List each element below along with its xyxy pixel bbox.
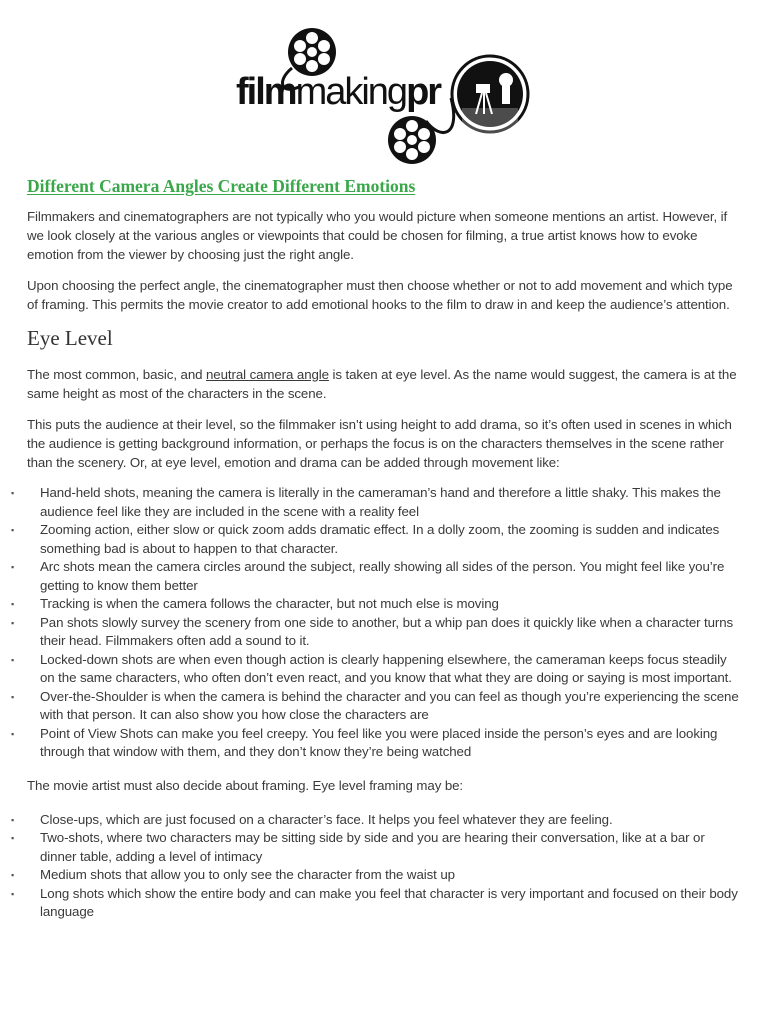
bullet-icon: ▪ xyxy=(11,870,15,880)
filmmakingpro-logo xyxy=(236,26,536,168)
film-reel-logo-graphic xyxy=(236,26,536,168)
list-item xyxy=(11,688,739,725)
bullet-icon: ▪ xyxy=(11,525,15,535)
list-item-text: Hand-held shots, meaning the camera is literally in the cameraman’s hand and therefore a little shaky. This makes the audience feel like they are included in the scene with a reality feel xyxy=(40,485,721,519)
movement-list xyxy=(11,484,739,762)
list-item-text: Zooming action, either slow or quick zoom adds dramatic effect. In a dolly zoom, the zooming is sudden and indicates something bad is about to happen to that character. xyxy=(40,522,720,556)
list-item xyxy=(11,614,739,651)
list-item xyxy=(11,521,739,558)
intro-paragraph-1: Filmmakers and cinematographers are not typically who you would picture when someone mentions an artist. However, if we look closely at the various angles or viewpoints that could be chosen for filming, a true artist knows how to evoke emotion from the viewer by choosing just the right angle. xyxy=(27,209,728,262)
list-item-text: Two-shots, where two characters may be sitting side by side and you are hearing their conversation, like at a bar or dinner table, adding a level of intimacy xyxy=(40,830,705,864)
section-heading-eye-level: Eye Level xyxy=(27,326,113,350)
list-item xyxy=(11,651,739,688)
bullet-icon: ▪ xyxy=(11,728,15,739)
intro-paragraph-2: Upon choosing the perfect angle, the cinematographer must then choose whether or not to add movement and which type of framing. This permits the movie creator to add emotional hooks to the film to draw in and keep the audience’s attention. xyxy=(27,278,733,312)
bullet-icon: ▪ xyxy=(11,654,15,665)
eye-level-p1-text-before: The most common, basic, and xyxy=(27,367,207,382)
list-item xyxy=(11,811,739,830)
bullet-icon: ▪ xyxy=(11,888,15,899)
film-reel-top-icon xyxy=(288,28,336,76)
list-item-text: Arc shots mean the camera circles around the subject, really showing all sides of the person. You might feel like you’re getting to know them better xyxy=(40,559,725,593)
eye-level-paragraph-2: This puts the audience at their level, so the filmmaker isn’t using height to add drama, so it’s often used in scenes in which the audience is getting background information, or perhaps the focus is on the characters themselves in the scene rather than the scenery. Or, at eye level, emotion and drama can be added through movement like: xyxy=(27,417,732,470)
article-body xyxy=(11,176,739,936)
bullet-icon: ▪ xyxy=(11,833,15,843)
framing-intro: The movie artist must also decide about framing. Eye level framing may be: xyxy=(27,777,464,793)
bullet-icon: ▪ xyxy=(11,562,15,572)
list-item-text: Long shots which show the entire body and can make you feel that character is very important and focused on their body language xyxy=(40,885,738,919)
list-item-text: Pan shots slowly survey the scenery from one side to another, but a whip pan does it quickly like when a character turns their head. Filmmakers often add a sound to it. xyxy=(40,614,734,648)
film-reel-bottom-icon xyxy=(388,116,436,164)
list-item-text: Locked-down shots are when even though action is clearly happening elsewhere, the cameraman keeps focus steadily on the same characters, who often don’t even react, and you know that what they are doing or saying is most important. xyxy=(40,651,732,685)
list-item-text: Medium shots that allow you to only see the character from the waist up xyxy=(40,867,455,882)
list-item-text: Close-ups, which are just focused on a character’s face. It helps you feel whatever they are feeling. xyxy=(40,811,613,827)
list-item xyxy=(11,484,739,521)
logo-wordmark: filmmakingpr xyxy=(236,71,441,113)
article-title[interactable]: Different Camera Angles Create Different Emotions xyxy=(27,176,416,196)
list-item-text: Point of View Shots can make you feel creepy. You feel like you were placed inside the person’s eyes and are looking through that window with them, and they don’t know they’re being watched xyxy=(40,725,718,759)
eye-level-p1-text-after: is taken at eye level. As the name would suggest, the camera is at the same height as most of the characters in the scene. xyxy=(27,367,737,401)
bullet-icon: ▪ xyxy=(11,691,15,702)
list-item-text: Over-the-Shoulder is when the camera is behind the character and you can feel as though you’re experiencing the scene with that person. It can also show you how close the characters are xyxy=(40,688,739,722)
framing-list xyxy=(11,811,739,922)
bullet-icon: ▪ xyxy=(11,814,15,825)
bullet-icon: ▪ xyxy=(11,488,15,498)
bullet-icon: ▪ xyxy=(11,617,15,628)
eye-level-paragraph-1 xyxy=(27,365,739,403)
list-item xyxy=(11,558,739,595)
list-item xyxy=(11,829,739,866)
neutral-camera-angle-link[interactable]: neutral camera angle xyxy=(206,367,329,382)
list-item xyxy=(11,725,739,762)
camera-scene-icon xyxy=(452,56,528,138)
list-item xyxy=(11,866,739,885)
bullet-icon: ▪ xyxy=(11,599,15,609)
list-item xyxy=(11,885,739,922)
list-item-text: Tracking is when the camera follows the character, but not much else is moving xyxy=(40,596,499,611)
list-item xyxy=(11,595,739,614)
